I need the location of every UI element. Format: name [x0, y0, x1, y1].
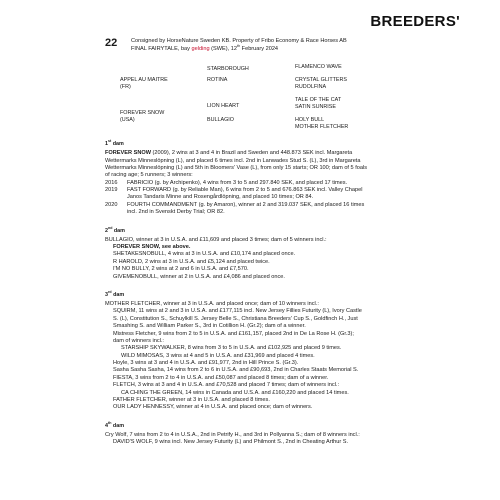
third-dam-line: OUR LADY HENNESSY, winner at 4 in U.S.A. and placed once; dam of winners. — [113, 404, 313, 411]
third-dam-line: STARSHIP SKYWALKER, 8 wins from 3 to 5 in U.S.A. and £102,925 and placed 9 times. — [121, 345, 342, 352]
breeders-logo: BREEDERS' — [370, 13, 460, 30]
pedigree-dam-sire: LION HEART — [207, 103, 240, 109]
consignor-line: Consigned by HorseNature Sweden KB. Property of Fribo Economy & Race Horses AB — [131, 38, 347, 44]
third-dam-line: FLETCH, 3 wins at 3 and 4 in U.S.A. and £70,528 and placed 7 times; dam of winners incl.: — [113, 382, 340, 389]
pedigree-sds: CRYSTAL GLITTERS — [295, 77, 348, 83]
lot-number: 22 — [105, 37, 118, 49]
pedigree-dsd: SATIN SUNRISE — [295, 104, 336, 110]
second-dam-line: I'M NO BULLY, 2 wins at 2 and 6 in U.S.A. and £7,570. — [113, 266, 249, 273]
fourth-dam-line: DAVID'S WOLF, 9 wins incl. New Jersey Futurity (L) and Philmont S., 2nd in Cheating Arthur S. — [113, 439, 349, 446]
first-dam-line: of racing age; 5 runners; 3 winners: — [105, 172, 193, 179]
horse-line: FINAL FAIRYTALE, bay gelding (SWE), 12th February 2024 — [131, 44, 279, 53]
second-dam-line: R HAROLD, 2 wins at 3 in U.S.A. and £5,124 and placed twice. — [113, 258, 270, 265]
third-dam-line: MOTHER FLETCHER, winner at 3 in U.S.A. and placed once; dam of 10 winners incl.: — [105, 301, 319, 307]
pedigree-dss: TALE OF THE CAT — [295, 97, 342, 103]
third-dam-line: Sasha Sasha Sasha, 14 wins from 2 to 6 in U.S.A. and £90,693, 2nd in Charles Staats Memorial S. — [113, 367, 359, 374]
pedigree-sdd: RUDOLFINA — [295, 84, 327, 90]
second-dam-heading: 2nd dam — [105, 225, 125, 234]
third-dam-line: Hoyle, 3 wins at 3 and 4 in U.S.A. and £91,977, 2nd in Hill Prince S. (Gr.3). — [113, 360, 299, 366]
second-dam-line: SHETAKESNOBULL, 4 wins at 3 in U.S.A. and £10,174 and placed once. — [113, 251, 296, 258]
offspring-row: 2016 FABRICIO (g. by Archipenko), 4 wins from 3 to 5 and 297.840 SEK, and placed 17 times. — [105, 179, 348, 186]
consignment-header — [131, 37, 461, 53]
produce-record — [105, 136, 460, 447]
third-dam-line: dam of winners incl.: — [113, 337, 164, 344]
pedigree-dam: FOREVER SNOW — [120, 110, 165, 116]
third-dam-line: SQUIRM, 11 wins at 2 and 3 in U.S.A. and £177,115 incl. New Jersey Fillies Futurity (L), Ivory Castle — [113, 308, 362, 315]
first-dam-line: FOREVER SNOW (2009), 2 wins at 3 and 4 in Brazil and Sweden and 448.873 SEK incl. Margareta — [105, 150, 353, 157]
pedigree-sire-country: (FR) — [120, 84, 131, 90]
offspring-row: 2019 FAST FORWARD (g. by Reliable Man), 6 wins from 2 to 5 and 676.863 SEK incl. Valley Chapel — [105, 187, 363, 193]
first-dam-line: Wettermarks Minneslöpning (L) and 5th in Bloomers' Vase (L), from only 15 starts; OR 100; dam of 5 foals — [105, 164, 368, 171]
third-dam-line: Smashing S. and William Parker S., 3rd in Cotillion H. (Gr.2); dam of a winner. — [113, 323, 306, 330]
second-dam-line: BULLAGIO, winner at 3 in U.S.A. and £11,609 and placed 3 times; dam of 5 winners incl.: — [105, 236, 327, 243]
fourth-dam-line: Cry Wolf, 7 wins from 2 to 4 in U.S.A., 2nd in Petrify H., and 3rd in Pollyanna S.; dam of 8 winners incl.: — [105, 431, 360, 438]
fourth-dam-heading: 4th dam — [105, 420, 124, 429]
pedigree-sire-dam: ROTINA — [207, 77, 228, 83]
offspring-row: 2020 FOURTH COMMANDMENT (g. by Amaron), winner at 2 and 319.037 SEK, and placed 16 times — [105, 201, 365, 208]
pedigree-sss-3: FLAMENCO WAVE — [295, 64, 342, 70]
third-dam-line: FIESTA, 3 wins from 2 to 4 in U.S.A. and £50,087 and placed 8 times; dam of a winner. — [113, 374, 329, 381]
third-dam-line: Mistress Fletcher, 9 wins from 2 to 5 in U.S.A. and £161,157, placed 2nd in De La Rose H. (Gr.3); — [113, 330, 354, 337]
offspring-row: incl. 2nd in Svenskt Derby Trial; OR 82. — [127, 209, 225, 216]
pedigree-ddd: MOTHER FLETCHER — [295, 124, 349, 130]
second-dam-line: FOREVER SNOW, see above. — [113, 244, 191, 250]
pedigree-sire-sire: STARBOROUGH — [207, 66, 249, 72]
pedigree-dam-dam: BULLAGIO — [207, 117, 234, 123]
pedigree-dds: HOLY BULL — [295, 117, 325, 123]
third-dam-heading: 3rd dam — [105, 290, 125, 298]
first-dam-heading: 1st dam — [105, 139, 124, 147]
first-dam-line: Wettermarks Minneslöpning (L), and placed 6 times incl. 2nd in Lanwades Stud S. (L), 3rd in Margareta — [105, 157, 361, 164]
third-dam-line: CA CHING THE GREEN, 14 wins in Canada and U.S.A. and £160,220 and placed 14 times. — [121, 389, 349, 396]
pedigree-dam-country: (USA) — [120, 117, 135, 123]
offspring-row: Janos Tandaris Minne and Rosengårdlöpning, and placed 10 times; OR 84. — [127, 194, 314, 201]
pedigree-sire: APPEL AU MAITRE — [120, 77, 168, 83]
third-dam-line: S. (L), Constitution S., Schuylkill S. Jersey Belle S., Christiana Breeders' Cup S., Goldfinch H., Just — [113, 315, 358, 322]
sex-label: gelding — [191, 46, 210, 53]
second-dam-line: GIVEMENOBULL, winner at 2 in U.S.A. and £4,086 and placed once. — [113, 273, 285, 280]
third-dam-line: FATHER FLETCHER, winner at 3 in U.S.A. and placed 8 times. — [113, 396, 270, 403]
third-dam-line: WILD MIMOSAS, 3 wins at 4 and 5 in U.S.A. and £31,969 and placed 4 times. — [121, 352, 315, 359]
